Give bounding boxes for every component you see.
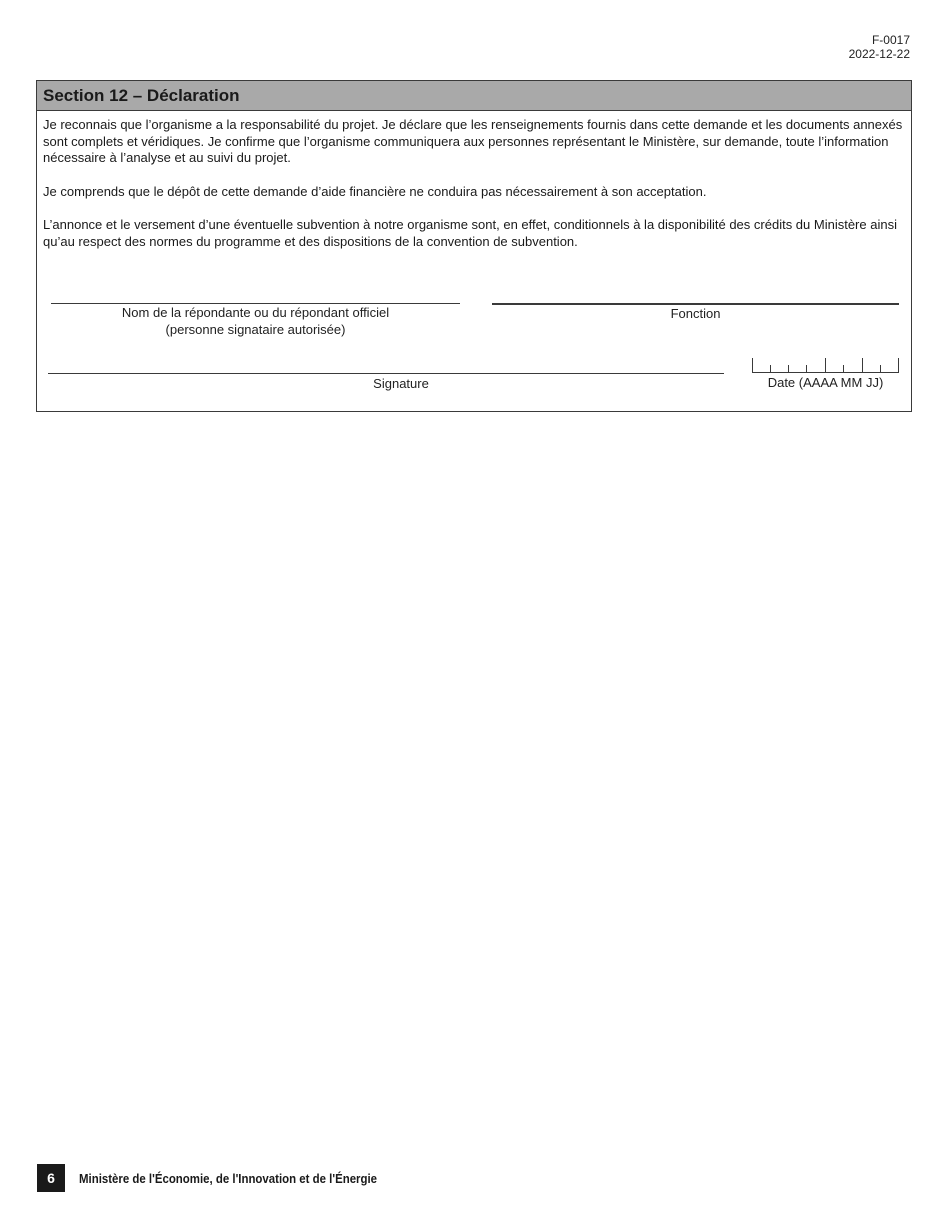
declaration-paragraph-1: Je reconnais que l’organisme a la responsabilité du projet. Je déclare que les renseignements fournis dans cette demande et les documents annexés sont complets et véridiques. Je confirme que l’organisme communiquera aux personnes représentant le Ministère, sur demande, toute l’information nécessaire à l’analyse et au suivi du projet. xyxy=(43,117,903,165)
respondent-name-field[interactable] xyxy=(51,303,460,304)
signature-field[interactable] xyxy=(48,373,724,374)
date-tick xyxy=(770,365,771,372)
date-tick xyxy=(843,365,844,372)
date-tick xyxy=(752,358,753,372)
function-label: Fonction xyxy=(670,306,721,321)
respondent-label-line1: Nom de la répondante ou du répondant officiel xyxy=(121,305,390,320)
respondent-name-label xyxy=(51,305,460,338)
form-meta xyxy=(849,33,910,61)
declaration-paragraph-3: L’annonce et le versement d’une éventuelle subvention à notre organisme sont, en effet, conditionnels à la disponibilité des crédits du Ministère ainsi qu’au respect des normes du programme et des dispositions de la convention de subvention. xyxy=(43,217,897,249)
page-number: 6 xyxy=(37,1164,65,1192)
function-field[interactable] xyxy=(492,303,899,305)
date-tick xyxy=(880,365,881,372)
date-tick xyxy=(862,358,863,372)
declaration-paragraph-2: Je comprends que le dépôt de cette demande d’aide financière ne conduira pas nécessairement à son acceptation. xyxy=(43,183,707,199)
signature-label: Signature xyxy=(373,376,429,391)
date-tick xyxy=(806,365,807,372)
respondent-label-line2: (personne signataire autorisée) xyxy=(165,321,346,337)
section-title: Section 12 – Déclaration xyxy=(37,81,911,111)
date-field[interactable] xyxy=(752,359,899,373)
form-date: 2022-12-22 xyxy=(848,47,910,61)
date-tick xyxy=(825,358,826,372)
ministry-name: Ministère de l'Économie, de l'Innovation et de l'Énergie xyxy=(79,1171,378,1186)
date-label: Date (AAAA MM JJ) xyxy=(767,375,884,390)
date-tick xyxy=(788,365,789,372)
declaration-text xyxy=(37,111,911,250)
form-code: F-0017 xyxy=(871,33,910,47)
date-tick xyxy=(898,358,899,372)
declaration-section xyxy=(36,80,912,412)
